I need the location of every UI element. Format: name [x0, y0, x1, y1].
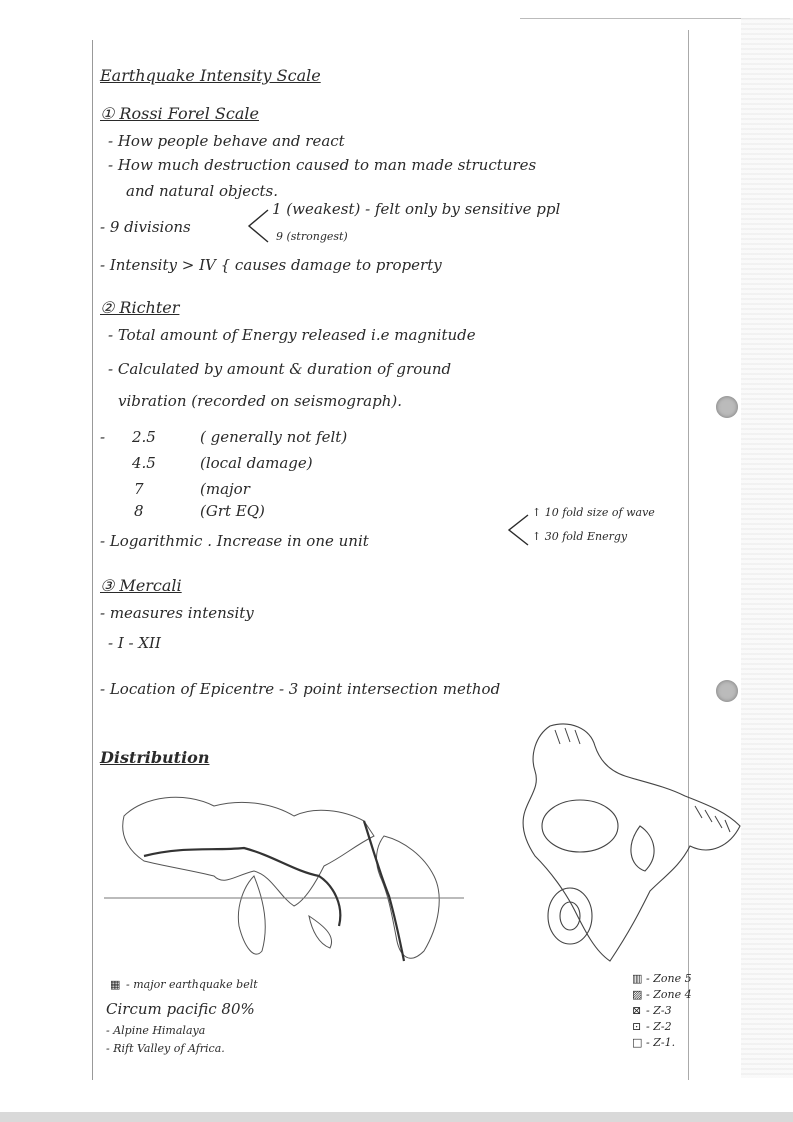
log-brace: [506, 512, 530, 548]
rossi-line-3: and natural objects.: [126, 182, 278, 200]
world-legend-swatch: ▦: [110, 978, 121, 991]
zone-5-swatch: ▥: [632, 972, 643, 985]
scale-dash: -: [100, 428, 106, 446]
scale-desc-2: (local damage): [200, 454, 313, 472]
zone-3-label: - Z-3: [646, 1004, 672, 1017]
richter-line-1: - Total amount of Energy released i.e magnitude: [108, 326, 476, 344]
page-title: Earthquake Intensity Scale: [100, 66, 321, 85]
scale-desc-1: ( generally not felt): [200, 428, 348, 446]
rossi-divisions: - 9 divisions: [100, 218, 191, 236]
scale-num-2: 4.5: [132, 454, 156, 472]
scale-num-1: 2.5: [132, 428, 156, 446]
log-fold-energy: ↑ 30 fold Energy: [532, 530, 628, 543]
zone-2-label: - Z-2: [646, 1020, 672, 1033]
rossi-heading: ① Rossi Forel Scale: [100, 104, 259, 123]
zone-4-label: - Zone 4: [646, 988, 692, 1001]
richter-heading: ② Richter: [100, 298, 180, 317]
zone-3-swatch: ⊠: [632, 1004, 642, 1017]
divisions-brace: [246, 206, 270, 246]
zone-4-swatch: ▨: [632, 988, 643, 1001]
rossi-line-2: - How much destruction caused to man made structures: [108, 156, 537, 174]
richter-line-2: - Calculated by amount & duration of ground: [108, 360, 452, 378]
richter-log: - Logarithmic . Increase in one unit: [100, 532, 369, 550]
richter-line-3: vibration (recorded on seismograph).: [118, 392, 403, 410]
world-legend: - major earthquake belt: [126, 978, 258, 991]
dist-note-1: Circum pacific 80%: [106, 1000, 255, 1018]
punch-hole-bottom: [716, 680, 738, 702]
division-weakest: 1 (weakest) - felt only by sensitive ppl: [272, 200, 561, 218]
dist-note-3: - Rift Valley of Africa.: [106, 1042, 225, 1055]
log-fold-wave: ↑ 10 fold size of wave: [532, 506, 655, 519]
scan-bottom-band: [0, 1112, 793, 1122]
rossi-intensity: - Intensity > IV { causes damage to property: [100, 256, 442, 274]
epicentre-line: - Location of Epicentre - 3 point intersection method: [100, 680, 501, 698]
dist-note-2: - Alpine Himalaya: [106, 1024, 206, 1037]
punch-hole-top: [716, 396, 738, 418]
mercali-line-1: - measures intensity: [100, 604, 254, 622]
distribution-heading: Distribution: [100, 748, 210, 767]
zone-2-swatch: ⊡: [632, 1020, 642, 1033]
mercali-heading: ③ Mercali: [100, 576, 182, 595]
zone-5-label: - Zone 5: [646, 972, 692, 985]
rossi-line-1: - How people behave and react: [108, 132, 345, 150]
scale-num-3: 7: [134, 480, 144, 498]
scale-desc-4: (Grt EQ): [200, 502, 265, 520]
india-zone-map-sketch: [490, 716, 750, 976]
zone-1-label: - Z-1.: [646, 1036, 676, 1049]
world-map-sketch: [104, 776, 464, 976]
division-strongest: 9 (strongest): [276, 230, 348, 243]
scale-desc-3: (major: [200, 480, 250, 498]
scale-num-4: 8: [134, 502, 144, 520]
mercali-line-2: - I - XII: [108, 634, 161, 652]
left-margin-line: [92, 40, 93, 1080]
zone-1-swatch: □: [632, 1036, 643, 1049]
